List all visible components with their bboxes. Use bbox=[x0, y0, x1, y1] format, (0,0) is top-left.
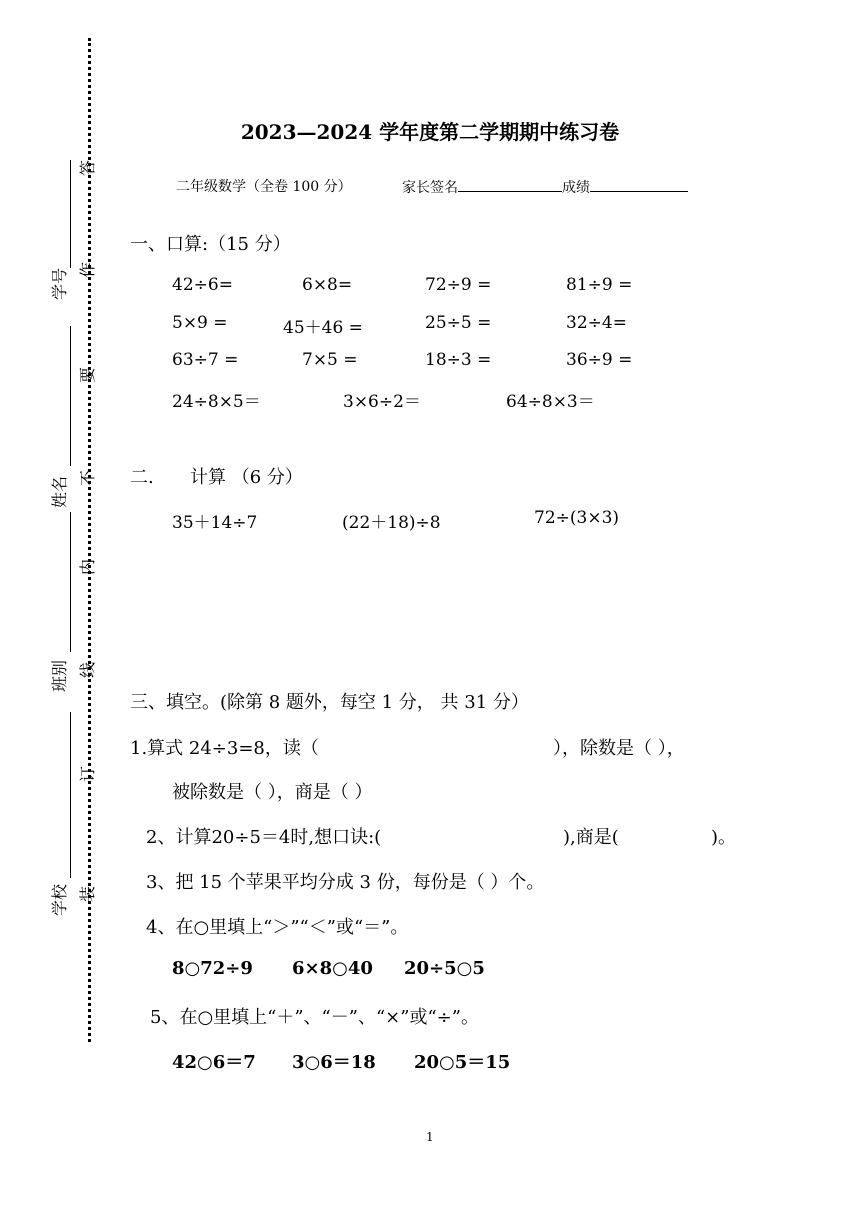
oral-calc-item: 6×8= bbox=[302, 275, 353, 295]
calc-item: 35＋14÷7 bbox=[172, 513, 258, 533]
question-1-part-a: 1.算式 24÷3=8，读（ bbox=[130, 738, 319, 759]
score-label: 成绩 bbox=[562, 180, 590, 196]
page-number: 1 bbox=[426, 1130, 434, 1144]
question-1-part-c: 被除数是（ ），商是（ ） bbox=[172, 782, 373, 803]
compare-item: 6×8○40 bbox=[292, 958, 373, 979]
parent-sign-blank[interactable] bbox=[458, 176, 562, 192]
margin-label-student-id: 学号 bbox=[50, 267, 69, 300]
margin-line-class bbox=[70, 512, 71, 652]
question-3: 3、把 15 个苹果平均分成 3 份，每份是（ ）个。 bbox=[146, 872, 545, 893]
section3-heading: 三、填空。(除第 8 题外，每空 1 分， 共 31 分） bbox=[130, 692, 529, 713]
seal-char: 作 bbox=[78, 261, 98, 279]
subject-label: 二年级数学（全卷 100 分） bbox=[176, 179, 352, 195]
parent-sign-row bbox=[402, 176, 688, 197]
question-5: 5、在○里填上“＋”、“－”、“×”或“÷”。 bbox=[150, 1007, 479, 1028]
oral-calc-item: 25÷5 = bbox=[425, 313, 492, 333]
seal-char: 要 bbox=[78, 366, 98, 384]
question-2-part-a: 2、计算20÷5＝4时,想口诀:( bbox=[146, 827, 382, 848]
score-blank[interactable] bbox=[590, 176, 688, 192]
oral-calc-item: 18÷3 = bbox=[425, 350, 492, 370]
section1-heading: 一、口算:（15 分） bbox=[130, 234, 291, 255]
oral-calc-item: 42÷6= bbox=[172, 275, 233, 295]
margin-label-school: 学校 bbox=[50, 883, 69, 916]
oral-calc-item: 45＋46 = bbox=[283, 318, 363, 338]
parent-sign-label: 家长签名 bbox=[402, 180, 458, 196]
oral-calc-item: 3×6÷2＝ bbox=[343, 392, 421, 412]
question-2-part-b: ),商是( bbox=[563, 827, 619, 848]
seal-char: 装 bbox=[78, 885, 98, 903]
oral-calc-item: 72÷9 = bbox=[425, 275, 492, 295]
operator-item: 20○5＝15 bbox=[414, 1052, 511, 1073]
oral-calc-item: 36÷9 = bbox=[566, 350, 633, 370]
oral-calc-item: 32÷4= bbox=[566, 313, 627, 333]
compare-item: 20÷5○5 bbox=[404, 958, 485, 979]
operator-item: 42○6＝7 bbox=[172, 1052, 256, 1073]
calc-item: (22＋18)÷8 bbox=[342, 513, 441, 533]
oral-calc-item: 24÷8×5＝ bbox=[172, 392, 261, 412]
margin-line-school bbox=[70, 712, 71, 878]
compare-item: 8○72÷9 bbox=[172, 958, 253, 979]
oral-calc-item: 63÷7 = bbox=[172, 350, 239, 370]
question-1-part-b: ），除数是（ ）， bbox=[553, 738, 685, 759]
section2-heading: 计算 （6 分） bbox=[190, 467, 303, 488]
question-2-part-c: )。 bbox=[711, 827, 737, 848]
margin-label-name: 姓名 bbox=[50, 475, 69, 508]
oral-calc-item: 81÷9 = bbox=[566, 275, 633, 295]
seal-char: 内 bbox=[78, 558, 98, 576]
margin-line-name bbox=[70, 326, 71, 466]
operator-item: 3○6＝18 bbox=[292, 1052, 376, 1073]
seal-char: 线 bbox=[78, 661, 98, 679]
seal-char: 不 bbox=[78, 469, 98, 487]
seal-char: 答 bbox=[78, 159, 98, 177]
calc-item: 72÷(3×3) bbox=[534, 508, 620, 528]
seal-char: 订 bbox=[78, 765, 98, 783]
oral-calc-item: 64÷8×3＝ bbox=[506, 392, 595, 412]
oral-calc-item: 7×5 = bbox=[302, 350, 358, 370]
margin-line-student-id bbox=[70, 160, 71, 268]
question-4: 4、在○里填上“＞”“＜”或“＝”。 bbox=[146, 917, 409, 938]
oral-calc-item: 5×9 = bbox=[172, 313, 228, 333]
page-title: 2023—2024 学年度第二学期期中练习卷 bbox=[240, 120, 620, 144]
section2-heading-number: 二. bbox=[130, 467, 154, 488]
margin-label-class: 班别 bbox=[50, 659, 69, 692]
